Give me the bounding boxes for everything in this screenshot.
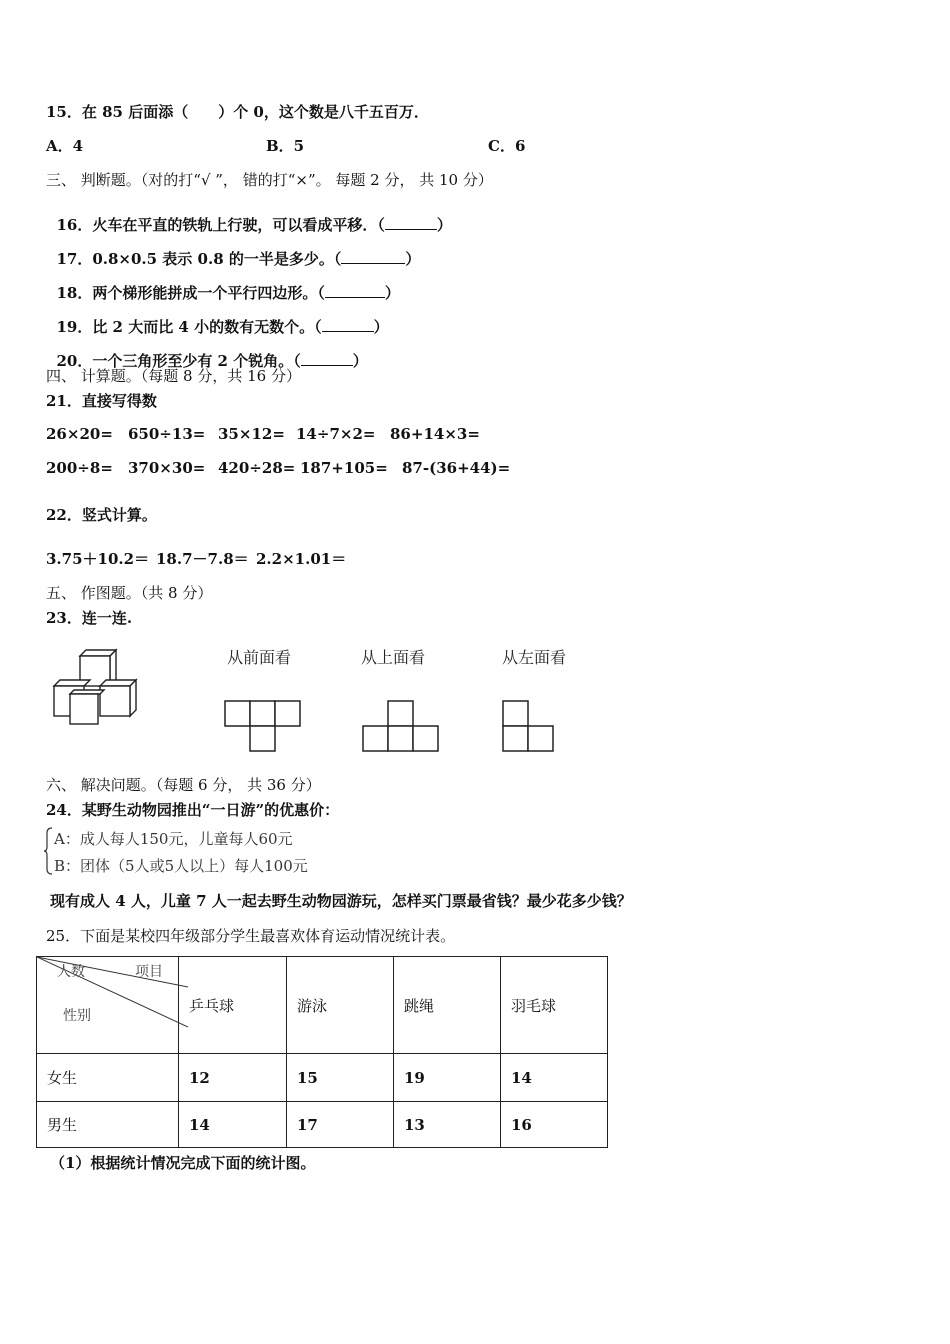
- table-cell: 14: [501, 1054, 608, 1102]
- table-cell: 15: [287, 1054, 394, 1102]
- section-6-heading: 六、 解决问题。（每题 6 分， 共 36 分）: [46, 776, 321, 794]
- calc-item: 14÷7×2=: [296, 425, 376, 443]
- calc-item: 26×20=: [46, 425, 113, 443]
- cube-stack-figure: [50, 646, 150, 728]
- answer-blank[interactable]: [341, 249, 405, 264]
- question-19: 19．比 2 大而比 4 小的数有无数个。（ ）: [56, 318, 389, 336]
- view-shape-l: [502, 700, 556, 752]
- question-16: 16．火车在平直的铁轨上行驶，可以看成平移．（ ）: [56, 216, 452, 234]
- column-header: 乒乓球: [179, 957, 287, 1054]
- table-cell: 16: [501, 1102, 608, 1148]
- view-label-front: 从前面看: [227, 648, 292, 667]
- calc-item: 650÷13=: [128, 425, 206, 443]
- view-label-left: 从左面看: [502, 648, 567, 667]
- calc-item: 86+14×3=: [390, 425, 480, 443]
- column-header: 游泳: [287, 957, 394, 1054]
- vertical-calc-item: 2.2×1.01＝: [256, 550, 347, 568]
- view-shape-inverted-t: [362, 700, 440, 752]
- calc-item: 35×12=: [218, 425, 285, 443]
- corner-label-item: 项目: [135, 964, 163, 980]
- sports-statistics-table: [36, 956, 608, 1148]
- view-shape-t: [224, 700, 302, 752]
- table-cell: 12: [179, 1054, 287, 1102]
- column-header: 羽毛球: [501, 957, 608, 1054]
- table-corner-cell: [37, 957, 179, 1054]
- answer-blank[interactable]: [301, 351, 353, 366]
- table-row: [37, 1102, 608, 1148]
- question-18: 18．两个梯形能拼成一个平行四边形。（ ）: [56, 284, 400, 302]
- calc-item: 420÷28=: [218, 459, 296, 477]
- question-20: 20．一个三角形至少有 2 个锐角。（ ）: [56, 352, 368, 370]
- calc-item: 370×30=: [128, 459, 206, 477]
- corner-label-gender: 性别: [63, 1008, 91, 1024]
- calc-item: 200÷8=: [46, 459, 113, 477]
- answer-blank[interactable]: [322, 317, 374, 332]
- row-label: 女生: [37, 1054, 179, 1102]
- question-25-title: 25．下面是某校四年级部分学生最喜欢体育运动情况统计表。: [46, 927, 456, 945]
- section-4-heading: 四、 计算题。（每题 8 分，共 16 分）: [46, 367, 301, 385]
- view-label-top: 从上面看: [361, 648, 426, 667]
- row-label: 男生: [37, 1102, 179, 1148]
- table-row: [37, 1054, 608, 1102]
- question-21-title: 21．直接写得数: [46, 392, 157, 410]
- section-3-heading: 三、 判断题。（对的打“√ ”， 错的打“×”。 每题 2 分， 共 10 分）: [46, 171, 493, 189]
- section-5-heading: 五、 作图题。（共 8 分）: [46, 584, 213, 602]
- question-24-title: 24．某野生动物园推出“一日游”的优惠价：: [46, 801, 340, 819]
- table-cell: 14: [179, 1102, 287, 1148]
- brace-icon: [44, 827, 54, 875]
- option-a: A．4: [46, 137, 84, 155]
- calc-item: 87-(36+44)=: [402, 459, 511, 477]
- answer-blank[interactable]: [325, 283, 385, 298]
- vertical-calc-item: 3.75＋10.2＝: [46, 550, 150, 568]
- pricing-option-a: A：成人每人150元，儿童每人60元: [54, 830, 293, 848]
- option-c: C．6: [488, 137, 526, 155]
- answer-blank[interactable]: [385, 215, 437, 230]
- table-cell: 13: [394, 1102, 501, 1148]
- column-header: 跳绳: [394, 957, 501, 1054]
- question-22-title: 22．竖式计算。: [46, 506, 157, 524]
- question-25-sub-1: （1）根据统计情况完成下面的统计图。: [50, 1154, 316, 1172]
- table-cell: 19: [394, 1054, 501, 1102]
- question-15: 15．在 85 后面添（ ）个 0，这个数是八千五百万．: [46, 103, 429, 121]
- question-17: 17．0.8×0.5 表示 0.8 的一半是多少。（ ）: [56, 250, 421, 268]
- corner-label-count: 人数: [57, 964, 85, 980]
- vertical-calc-item: 18.7－7.8＝: [156, 550, 249, 568]
- calc-item: 187+105=: [300, 459, 388, 477]
- question-23-title: 23．连一连.: [46, 609, 133, 627]
- pricing-option-b: B：团体（5人或5人以上）每人100元: [54, 857, 308, 875]
- question-24-prompt: 现有成人 4 人，儿童 7 人一起去野生动物园游玩，怎样买门票最省钱？最少花多少钱？: [50, 892, 632, 910]
- table-cell: 17: [287, 1102, 394, 1148]
- option-b: B．5: [266, 137, 305, 155]
